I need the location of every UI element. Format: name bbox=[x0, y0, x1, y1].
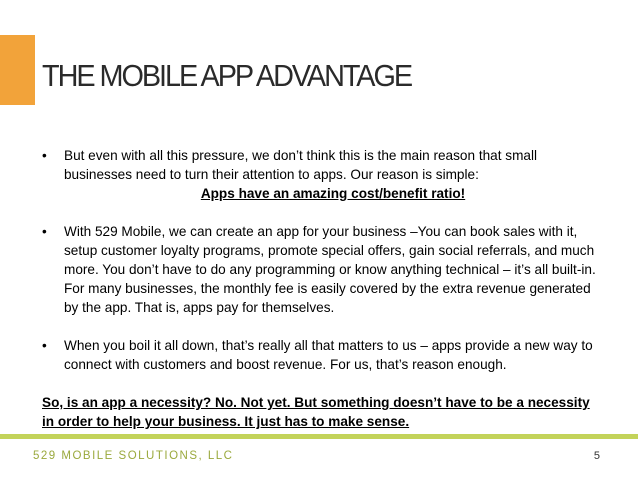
bullet-icon: • bbox=[42, 148, 47, 163]
bullet-text: When you boil it all down, that’s really all that matters to us – apps provide a new way to connect with customers and boost revenue. For us, that’s reason enough. bbox=[64, 338, 593, 372]
bullet-icon: • bbox=[42, 338, 47, 353]
footer-company: 529 MOBILE SOLUTIONS, LLC bbox=[33, 450, 234, 462]
page-number: 5 bbox=[593, 450, 600, 462]
bullet-icon: • bbox=[42, 224, 47, 239]
accent-bar bbox=[0, 35, 35, 105]
bullet-item bbox=[42, 222, 602, 317]
bullet-text: With 529 Mobile, we can create an app for your business –You can book sales with it, setup customer loyalty programs, promote special offers, gain social referrals, and much more. You don’t have to do any programming or know anything technical – it’s all built-in. For many businesses, the monthly fee is easily covered by the extra revenue generated by the app. That is, apps pay for themselves. bbox=[64, 224, 596, 315]
bullet-text: But even with all this pressure, we don’t think this is the main reason that small businesses need to turn their attention to apps. Our reason is simple: bbox=[64, 148, 537, 182]
bullet-item bbox=[42, 336, 602, 374]
slide-content bbox=[42, 146, 602, 431]
slide-title: THE MOBILE APP ADVANTAGE bbox=[42, 58, 412, 93]
footer-divider bbox=[0, 434, 638, 439]
bullet-item bbox=[42, 146, 602, 203]
conclusion-text: So, is an app a necessity? No. Not yet. But something doesn’t have to be a necessity in order to help your business. It just has to make sense. bbox=[42, 395, 590, 429]
emphasis-text: Apps have an amazing cost/benefit ratio! bbox=[200, 186, 466, 201]
